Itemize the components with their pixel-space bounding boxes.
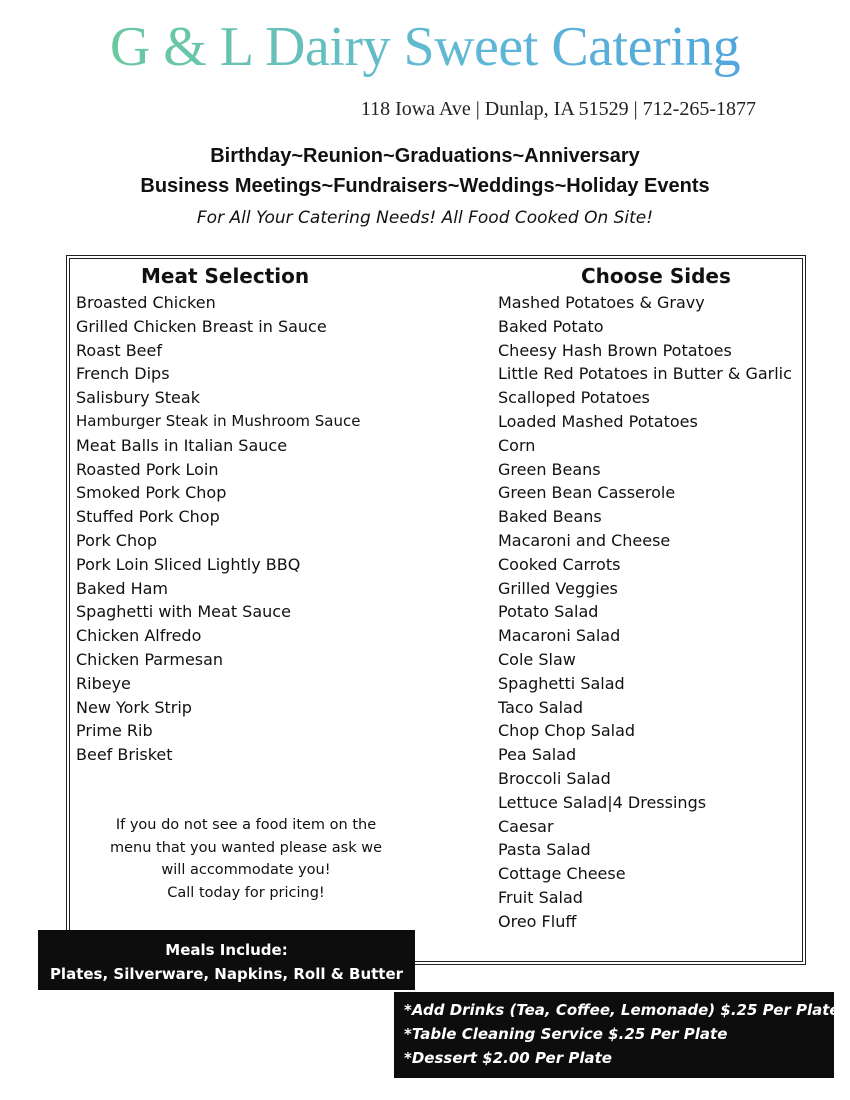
meat-item: Salisbury Steak	[76, 388, 200, 408]
note-line: menu that you wanted please ask we	[109, 839, 383, 856]
meat-item: Prime Rib	[76, 721, 153, 741]
meat-item: Chicken Alfredo	[76, 626, 202, 646]
side-item: Scalloped Potatoes	[498, 388, 650, 408]
meals-include-box	[38, 930, 415, 990]
meat-item: Meat Balls in Italian Sauce	[76, 435, 288, 455]
side-item: Cheesy Hash Brown Potatoes	[498, 340, 732, 360]
meat-item: Stuffed Pork Chop	[76, 507, 220, 527]
side-item: Cooked Carrots	[498, 554, 621, 574]
event-types-line-1: Birthday~Reunion~Graduations~Anniversary	[210, 145, 640, 167]
meat-item: Spaghetti with Meat Sauce	[76, 602, 291, 622]
meat-item: Chicken Parmesan	[76, 649, 224, 669]
side-item: Pea Salad	[498, 745, 577, 765]
meat-item: Smoked Pork Chop	[76, 483, 227, 503]
side-item: Baked Beans	[498, 507, 602, 527]
side-item: Cottage Cheese	[498, 864, 626, 884]
add-on-line: *Add Drinks (Tea, Coffee, Lemonade) $.25 Per Plate	[404, 1001, 840, 1019]
meat-item: Ribeye	[76, 673, 131, 693]
page-title: G & L Dairy Sweet Catering	[0, 14, 850, 80]
meat-item: Roasted Pork Loin	[76, 459, 219, 479]
side-item: Grilled Veggies	[498, 578, 618, 598]
note-line: Call today for pricing!	[167, 884, 325, 901]
note-line: If you do not see a food item on the	[115, 817, 377, 833]
add-on-line: *Table Cleaning Service $.25 Per Plate	[404, 1025, 728, 1043]
side-item: Caesar	[498, 816, 554, 836]
tagline: For All Your Catering Needs! All Food Cooked On Site!	[196, 208, 654, 228]
side-item: Taco Salad	[498, 697, 583, 717]
note-line: will accommodate you!	[161, 862, 331, 878]
add-ons-box	[394, 992, 840, 1078]
side-item: Pasta Salad	[498, 840, 591, 860]
sides-list	[498, 291, 792, 934]
meat-item: French Dips	[76, 364, 170, 384]
side-item: Baked Potato	[498, 316, 604, 336]
side-item: Chop Chop Salad	[498, 721, 636, 741]
meat-item: Beef Brisket	[76, 745, 173, 765]
side-item: Oreo Fluff	[498, 911, 577, 931]
meat-list	[76, 291, 360, 767]
add-on-line: *Dessert $2.00 Per Plate	[404, 1049, 612, 1067]
business-address: 118 Iowa Ave | Dunlap, IA 51529 | 712-265-1877	[360, 98, 756, 120]
choose-sides-heading: Choose Sides	[581, 264, 731, 288]
side-item: Macaroni Salad	[498, 626, 621, 646]
side-item: Green Bean Casserole	[498, 483, 676, 503]
meat-item: Baked Ham	[76, 578, 168, 598]
meat-item: Broasted Chicken	[76, 293, 216, 312]
side-item: Macaroni and Cheese	[498, 530, 671, 550]
side-item: Spaghetti Salad	[498, 673, 625, 693]
side-item: Loaded Mashed Potatoes	[498, 411, 698, 431]
side-item: Little Red Potatoes in Butter & Garlic	[498, 364, 792, 384]
meat-item: Roast Beef	[76, 340, 162, 360]
event-types-line-2: Business Meetings~Fundraisers~Weddings~Holiday Events	[140, 175, 710, 197]
side-item: Mashed Potatoes & Gravy	[498, 293, 705, 312]
side-item: Lettuce Salad|4 Dressings	[498, 792, 707, 812]
meals-include-text: Plates, Silverware, Napkins, Roll & Butter	[49, 965, 404, 983]
meat-item: New York Strip	[76, 697, 192, 717]
custom-request-note	[76, 814, 416, 904]
meat-item: Hamburger Steak in Mushroom Sauce	[76, 411, 361, 430]
side-item: Corn	[498, 435, 536, 455]
side-item: Broccoli Salad	[498, 768, 611, 788]
side-item: Fruit Salad	[498, 887, 583, 907]
meat-item: Pork Loin Sliced Lightly BBQ	[76, 554, 301, 574]
meals-include-heading: Meals Include:	[165, 941, 288, 959]
meat-item: Pork Chop	[76, 530, 158, 550]
meat-item: Grilled Chicken Breast in Sauce	[76, 316, 327, 336]
side-item: Cole Slaw	[498, 649, 576, 669]
side-item: Green Beans	[498, 459, 601, 479]
meat-selection-heading: Meat Selection	[141, 264, 310, 288]
side-item: Potato Salad	[498, 602, 599, 622]
